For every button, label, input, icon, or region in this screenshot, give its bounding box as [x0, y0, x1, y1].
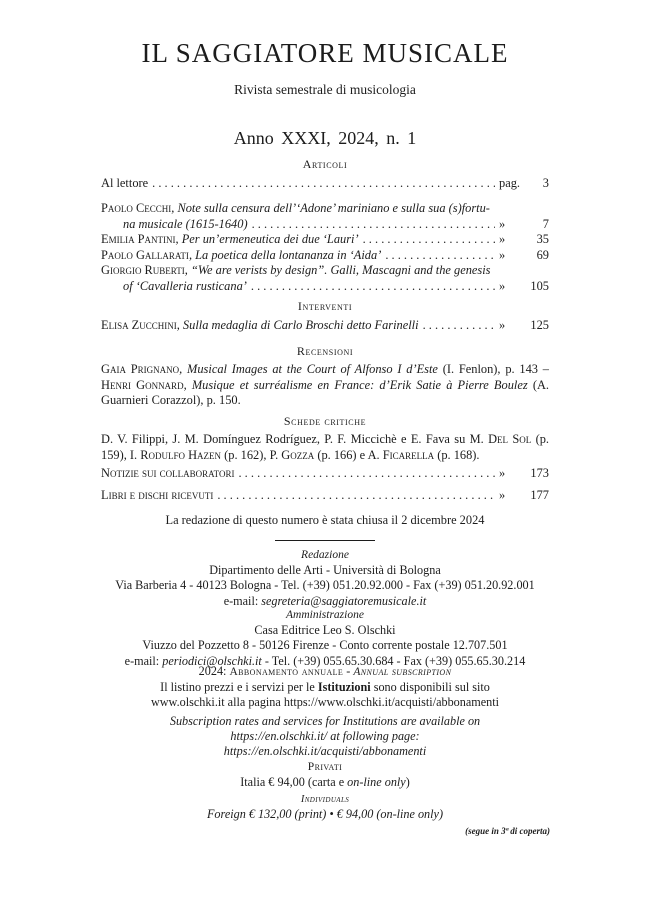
toc-title: Libri e dischi ricevuti: [101, 487, 214, 502]
schede-text: (p. 166) e A.: [314, 447, 383, 462]
amministrazione-label: Amministrazione: [286, 609, 364, 621]
individuals-label: Individuals: [300, 794, 350, 805]
redazione-email-line: [0, 594, 650, 609]
schede-text: D. V. Filippi, J. M. Domínguez Rodríguez, P. F. Miccichè e E. Fava su M.: [101, 432, 489, 446]
section-articoli: Articoli: [302, 157, 348, 171]
email-label: e-mail:: [223, 593, 262, 608]
toc-entry: [101, 232, 549, 248]
subscription-en-text: Subscription rates and services for Institutions are available on: [169, 714, 481, 728]
redazione-label: Redazione: [301, 549, 349, 561]
page-number: 177: [530, 487, 549, 502]
closing-note: La redazione di questo numero è stata chiusa il 2 dicembre 2024: [165, 513, 485, 527]
section-interventi: Interventi: [297, 299, 353, 313]
author: Rodulfo Hazen: [140, 447, 222, 462]
page-number: 173: [530, 466, 549, 480]
toc-interventi: [101, 318, 549, 334]
article-title: , La poetica della lontananza in ‘Aida’: [188, 247, 382, 262]
abbonamento-heading: [0, 664, 650, 680]
issue-info: Anno XXXI, 2024, n. 1: [233, 128, 417, 148]
toc-title: Al lettore: [101, 176, 149, 190]
subscription-en-block: [0, 714, 650, 760]
toc-articles: [101, 201, 549, 294]
toc-back-matter: [101, 466, 549, 503]
price-end: ): [405, 775, 410, 790]
page-mark: »: [499, 232, 506, 246]
price-text: Italia € 94,00 (carta e: [240, 775, 348, 790]
leader-dots: [423, 318, 495, 334]
privati-block: [0, 760, 650, 790]
email-label: e-mail:: [124, 653, 163, 668]
abbonamento-label: Abbonamento annuale: [229, 666, 344, 678]
subscription-en-url-page[interactable]: https://en.olschki.it/acquisti/abbonamenti: [223, 744, 427, 759]
leader-dots: [385, 248, 495, 264]
article-title-cont: of ‘Cavalleria rusticana’: [123, 278, 247, 293]
author: Paolo Cecchi: [101, 201, 172, 215]
divider: [275, 540, 375, 541]
separator: -: [343, 664, 354, 678]
privati-price: [0, 775, 650, 790]
book-title: , Musique et surréalisme en France: d’Erik Satie à Pierre Boulez: [183, 377, 528, 392]
author: Del Sol: [488, 432, 532, 446]
toc-title: Notizie sui collaboratori: [101, 466, 235, 480]
leader-dots: [152, 176, 495, 192]
istituzioni-bold: Istituzioni: [317, 680, 371, 695]
page-mark: »: [499, 318, 506, 332]
istituzioni-text: sono disponibili sul sito: [370, 680, 490, 695]
subscription-en-url[interactable]: https://en.olschki.it/ at following page:: [230, 729, 420, 744]
page-mark: »: [499, 278, 506, 293]
author: Elisa Zucchini: [101, 318, 177, 332]
leader-dots: [252, 217, 495, 233]
redazione-address: Via Barberia 4 - 40123 Bologna - Tel. (+39) 051.20.92.000 - Fax (+39) 051.20.92.001: [115, 578, 535, 593]
amministrazione-block: [0, 608, 650, 669]
redazione-email[interactable]: segreteria@saggiatoremusicale.it: [261, 593, 427, 608]
section-schede-critiche: Schede critiche: [283, 414, 367, 428]
leader-dots: [217, 488, 495, 504]
article-title: , “We are verists by design”. Galli, Mascagni and the genesis: [184, 263, 491, 277]
recensioni-paragraph: [101, 362, 549, 409]
year-prefix: 2024:: [198, 664, 230, 678]
toc-entry: [101, 263, 549, 294]
page-mark: »: [499, 216, 506, 231]
author: Ficarella: [382, 447, 435, 462]
page-number: 105: [530, 278, 549, 293]
page-mark: »: [499, 247, 506, 262]
reviewer-ref: (I. Fenlon), p. 143 –: [437, 362, 549, 376]
individuals-price: Foreign € 132,00 (print) • € 94,00 (on-line only): [206, 807, 444, 822]
journal-subtitle: Rivista semestrale di musicologia: [234, 82, 416, 97]
redazione-dept: Dipartimento delle Arti - Università di Bologna: [209, 563, 441, 578]
schede-paragraph: [101, 432, 549, 463]
abbonamento-block: [0, 664, 650, 711]
page-number: 7: [542, 216, 549, 231]
subscription-label: Annual subscription: [353, 666, 452, 678]
redazione-block: [0, 548, 650, 609]
article-title: , Note sulla censura dell’‘Adone’ mariniano e sulla sua (s)fortu-: [171, 201, 490, 215]
individuals-block: [0, 792, 650, 822]
schede-text: (p. 162), P.: [221, 447, 282, 462]
article-title-cont: na musicale (1615-1640): [123, 216, 248, 231]
continuation-note: (segue in 3ª di coperta): [465, 826, 550, 836]
author: Paolo Gallarati: [101, 247, 189, 262]
leader-dots: [251, 279, 495, 295]
page-number: 69: [536, 247, 549, 262]
toc-entry: [101, 201, 549, 232]
page-mark: »: [499, 466, 506, 480]
book-title: , Musical Images at the Court of Alfonso I d’Este: [179, 362, 438, 376]
article-title: , Per un’ermeneutica dei due ‘Lauri’: [175, 232, 359, 246]
author: Gaia Prignano: [101, 362, 180, 376]
schede-text: (p. 159), I.: [101, 432, 549, 462]
publisher-phone-fax: - Tel. (+39) 055.65.30.684 - Fax (+39) 055.65.30.214: [261, 653, 526, 668]
publisher-address: Viuzzo del Pozzetto 8 - 50126 Firenze - Conto corrente postale 12.707.501: [142, 638, 508, 653]
reviewer-ref: (A. Guarnieri Corazzol), p. 150.: [101, 377, 549, 407]
page-mark: pag.: [499, 176, 520, 190]
schede-text: (p. 168).: [434, 447, 480, 462]
journal-title: IL SAGGIATORE MUSICALE: [141, 38, 509, 68]
leader-dots: [363, 232, 495, 248]
author: Emilia Pantini: [101, 232, 176, 246]
page-number: 35: [536, 232, 549, 246]
privati-label: Privati: [307, 761, 343, 773]
page-number: 125: [530, 318, 549, 332]
toc-entry: [101, 248, 549, 264]
publisher-email[interactable]: periodici@olschki.it: [162, 653, 262, 668]
leader-dots: [238, 466, 495, 482]
page-mark: »: [499, 487, 506, 502]
istituzioni-line: [0, 680, 650, 695]
istituzioni-url[interactable]: www.olschki.it alla pagina https://www.olschki.it/acquisti/abbonamenti: [150, 695, 500, 710]
toc-al-lettore: [101, 176, 549, 192]
author: Gozza: [281, 447, 315, 462]
page-number: 3: [542, 176, 549, 190]
article-title: , Sulla medaglia di Carlo Broschi detto Farinelli: [176, 318, 419, 332]
author: Henri Gonnard: [101, 377, 184, 392]
author: Giorgio Ruberti: [101, 263, 185, 277]
publisher-name: Casa Editrice Leo S. Olschki: [254, 623, 396, 638]
istituzioni-text: Il listino prezzi e i servizi per le: [160, 680, 318, 695]
section-recensioni: Recensioni: [296, 344, 354, 358]
price-online: on-line only: [347, 775, 406, 790]
